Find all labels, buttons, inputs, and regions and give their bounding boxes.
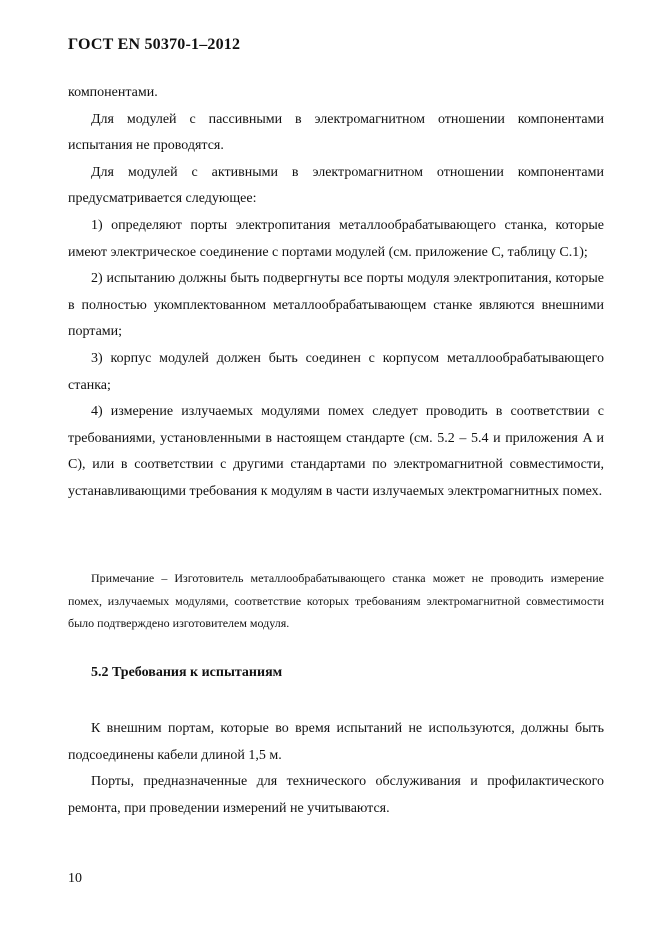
section-title: 5.2 Требования к испытаниям <box>91 665 283 680</box>
list-item: 4) измерение излучаемых модулями помех следует проводить в соответствии с требованиями, установленными в настоящем стандарте (см. 5.2 – 5.4 и приложения A и C), или в соответствии с другими стандартами по электромагнитной совместимости, устанавливающими требования к модулям в части излучаемых электромагнитных помех. <box>68 404 604 499</box>
paragraph: К внешним портам, которые во время испытаний не используются, должны быть подсоединены кабели длиной 1,5 м. <box>68 721 604 763</box>
paragraph-continuation: компонентами. <box>68 85 158 100</box>
body-text <box>68 80 604 506</box>
paragraph: Для модулей с пассивными в электромагнитном отношении компонентами испытания не проводятся. <box>68 111 604 154</box>
page-number: 10 <box>68 871 82 886</box>
paragraph: Для модулей с активными в электромагнитном отношении компонентами предусматривается следующее: <box>68 164 604 207</box>
list-item: 1) определяют порты электропитания металлообрабатывающего станка, которые имеют электрическое соединение с портами модулей (см. приложение C, таблицу C.1); <box>68 217 604 260</box>
note: Примечание – Изготовитель металлообрабатывающего станка может не проводить измерение помех, излучаемых модулями, соответствие которых требованиям электромагнитной совместимости было подтверждено изготовителем модуля. <box>68 571 604 630</box>
list-item: 2) испытанию должны быть подвергнуты все порты модуля электропитания, которые в полностью укомплектованном металлообрабатывающем станке являются внешними портами; <box>68 271 604 340</box>
document-header: ГОСТ EN 50370-1–2012 <box>68 36 241 53</box>
section-body <box>68 716 604 822</box>
paragraph: Порты, предназначенные для технического обслуживания и профилактического ремонта, при проведении измерений не учитываются. <box>68 774 604 816</box>
list-item: 3) корпус модулей должен быть соединен с корпусом металлообрабатывающего станка; <box>68 350 604 393</box>
